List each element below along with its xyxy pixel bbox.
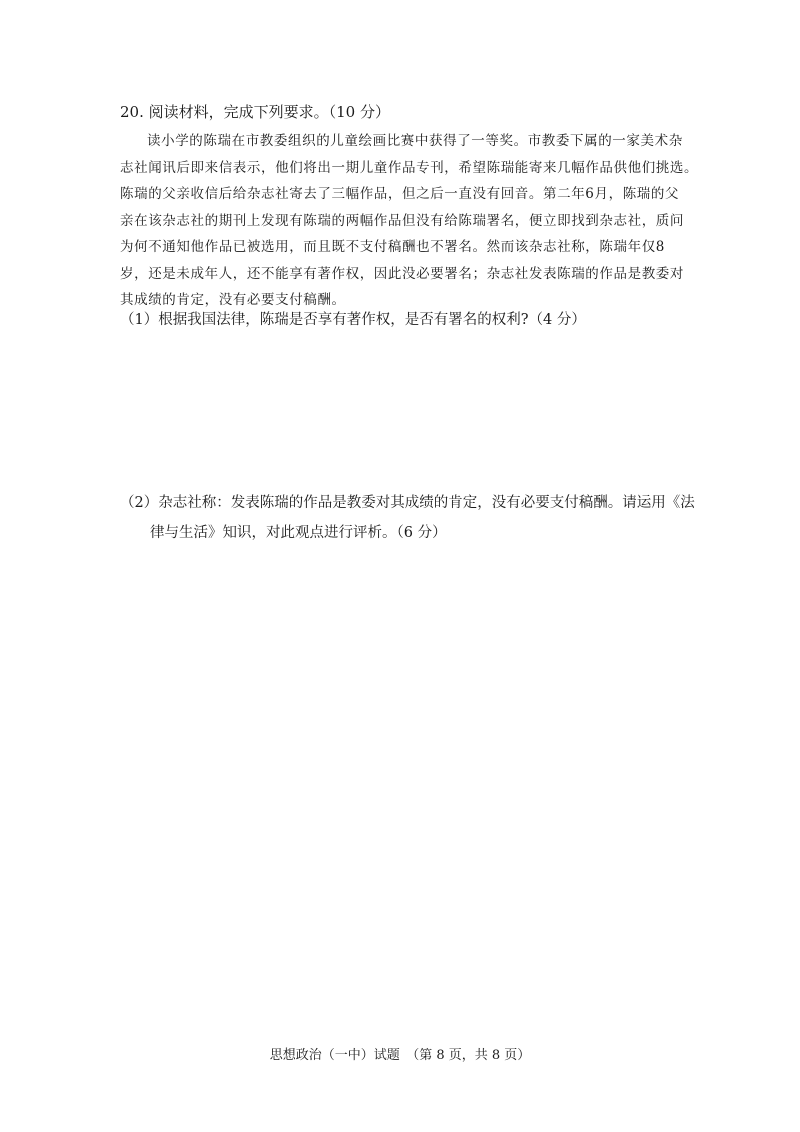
passage-line: 陈瑞的父亲收信后给杂志社寄去了三幅作品，但之后一直没有回音。第二年6月，陈瑞的父: [120, 186, 680, 202]
reading-passage: [120, 128, 699, 314]
page-footer: 思想政治（一中）试题 （第 8 页，共 8 页）: [269, 1048, 531, 1063]
sub-question-2-line: （2）杂志社称：发表陈瑞的作品是教委对其成绩的肯定，没有必要支付稿酬。请运用《法: [120, 495, 695, 511]
passage-line: 读小学的陈瑞在市教委组织的儿童绘画比赛中获得了一等奖。市教委下属的一家美术杂: [147, 133, 683, 149]
sub-question-2-line: 律与生活》知识，对此观点进行评析。（6 分）: [150, 525, 447, 541]
question-title: 20. 阅读材料，完成下列要求。（10 分）: [120, 103, 390, 121]
passage-line: 为何不通知他作品已被选用，而且既不支付稿酬也不署名。然而该杂志社称，陈瑞年仅8: [120, 239, 665, 255]
passage-line: 岁，还是未成年人，还不能享有著作权，因此没必要署名；杂志社发表陈瑞的作品是教委对: [120, 265, 684, 282]
passage-line: 志社闻讯后即来信表示，他们将出一期儿童作品专刊，希望陈瑞能寄来几幅作品供他们挑选。: [120, 159, 699, 176]
passage-line: 其成绩的肯定，没有必要支付稿酬。: [120, 292, 346, 308]
sub-question-1: （1）根据我国法律，陈瑞是否享有著作权，是否有署名的权利?（4 分）: [120, 312, 586, 328]
passage-line: 亲在该杂志社的期刊上发现有陈瑞的两幅作品但没有给陈瑞署名，便立即找到杂志社，质问: [120, 212, 684, 229]
sub-question-2: [120, 488, 700, 548]
